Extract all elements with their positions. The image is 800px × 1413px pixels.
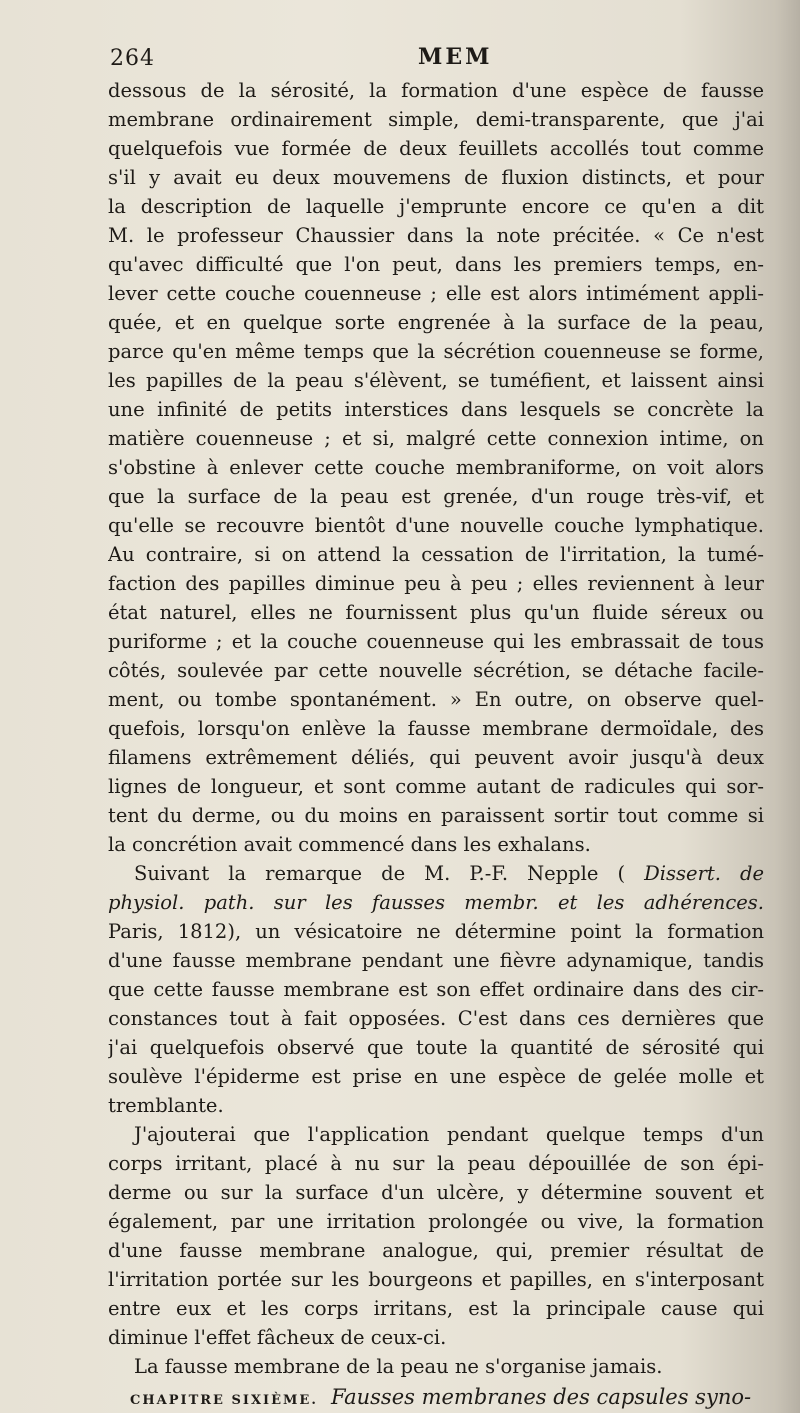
text-line: que cette fausse membrane est son effet ordinaire dans des cir- <box>108 978 764 1001</box>
text-line: s'obstine à enlever cette couche membraniforme, on voit alors <box>108 456 764 479</box>
running-head: MEM <box>418 44 493 70</box>
text-line: côtés, soulevée par cette nouvelle sécrétion, se détache facile- <box>108 659 764 682</box>
text-line: tremblante. <box>108 1094 224 1117</box>
citation-title: Dissert. de <box>644 862 764 885</box>
citation-title-line: physiol. path. sur les fausses membr. et les adhérences. <box>108 891 764 914</box>
text-line: constances tout à fait opposées. C'est dans ces dernières que <box>108 1007 764 1030</box>
text-span: Suivant la remarque de M. P.-F. Nepple ( <box>134 862 626 885</box>
text-line: d'une fausse membrane pendant une fièvre adynamique, tandis <box>108 949 764 972</box>
text-line: matière couenneuse ; et si, malgré cette connexion intime, on <box>108 427 764 450</box>
text-line: quefois, lorsqu'on enlève la fausse membrane dermoïdale, des <box>108 717 764 740</box>
text-line: La fausse membrane de la peau ne s'organise jamais. <box>134 1355 663 1378</box>
text-line: d'une fausse membrane analogue, qui, premier résultat de <box>108 1239 764 1262</box>
paragraph-1 <box>108 76 764 859</box>
text-line <box>108 859 764 888</box>
chapter-heading <box>108 1383 764 1412</box>
text-line: l'irritation portée sur les bourgeons et papilles, en s'interposant <box>108 1268 764 1291</box>
text-line: M. le professeur Chaussier dans la note précitée. « Ce n'est <box>108 224 764 247</box>
text-line: faction des papilles diminue peu à peu ; elles reviennent à leur <box>108 572 764 595</box>
text-line: soulève l'épiderme est prise en une espèce de gelée molle et <box>108 1065 764 1088</box>
text-line: lever cette couche couenneuse ; elle est alors intimément appli- <box>108 282 764 305</box>
paragraph-4 <box>108 1352 764 1381</box>
text-line: quelquefois vue formée de deux feuillets accollés tout comme <box>108 137 764 160</box>
paragraph-2 <box>108 859 764 1120</box>
text-line: état naturel, elles ne fournissent plus qu'un fluide séreux ou <box>108 601 764 624</box>
page-number: 264 <box>110 46 155 71</box>
text-line: J'ajouterai que l'application pendant quelque temps d'un <box>134 1123 764 1146</box>
text-line: parce qu'en même temps que la sécrétion couenneuse se forme, <box>108 340 764 363</box>
text-line: la description de laquelle j'emprunte encore ce qu'en a dit <box>108 195 764 218</box>
text-line: j'ai quelquefois observé que toute la quantité de sérosité qui <box>108 1036 764 1059</box>
text-line: ment, ou tombe spontanément. » En outre, on observe quel- <box>108 688 764 711</box>
text-line: corps irritant, placé à nu sur la peau dépouillée de son épi- <box>108 1152 764 1175</box>
text-line: que la surface de la peau est grenée, d'un rouge très-vif, et <box>108 485 764 508</box>
text-line: qu'elle se recouvre bientôt d'une nouvelle couche lymphatique. <box>108 514 764 537</box>
text-line: s'il y avait eu deux mouvemens de fluxion distincts, et pour <box>108 166 764 189</box>
text-line: entre eux et les corps irritans, est la principale cause qui <box>108 1297 764 1320</box>
text-line: tent du derme, ou du moins en paraissent sortir tout comme si <box>108 804 764 827</box>
text-line: membrane ordinairement simple, demi-transparente, que j'ai <box>108 108 764 131</box>
text-line: les papilles de la peau s'élèvent, se tuméfient, et laissent ainsi <box>108 369 764 392</box>
text-line: dessous de la sérosité, la formation d'une espèce de fausse <box>108 79 764 102</box>
page-header <box>108 40 764 76</box>
text-line: Au contraire, si on attend la cessation de l'irritation, la tumé- <box>108 543 764 566</box>
paragraph-3 <box>108 1120 764 1352</box>
text-line: une infinité de petits interstices dans lesquels se concrète la <box>108 398 764 421</box>
text-line: derme ou sur la surface d'un ulcère, y détermine souvent et <box>108 1181 764 1204</box>
chapter-title: Fausses membranes des capsules syno- <box>330 1385 752 1409</box>
text-line: quée, et en quelque sorte engrenée à la surface de la peau, <box>108 311 764 334</box>
text-block <box>108 40 764 1412</box>
text-line: diminue l'effet fâcheux de ceux-ci. <box>108 1326 447 1349</box>
text-line: filamens extrêmement déliés, qui peuvent avoir jusqu'à deux <box>108 746 764 769</box>
text-line: qu'avec difficulté que l'on peut, dans les premiers temps, en- <box>108 253 764 276</box>
text-line: la concrétion avait commencé dans les exhalans. <box>108 833 591 856</box>
text-line: lignes de longueur, et sont comme autant de radicules qui sor- <box>108 775 764 798</box>
text-line: Paris, 1812), un vésicatoire ne détermine point la formation <box>108 920 764 943</box>
text-line: puriforme ; et la couche couenneuse qui les embrassait de tous <box>108 630 764 653</box>
chapter-label: CHAPITRE SIXIÈME. <box>130 1393 318 1408</box>
text-line: également, par une irritation prolongée ou vive, la formation <box>108 1210 764 1233</box>
